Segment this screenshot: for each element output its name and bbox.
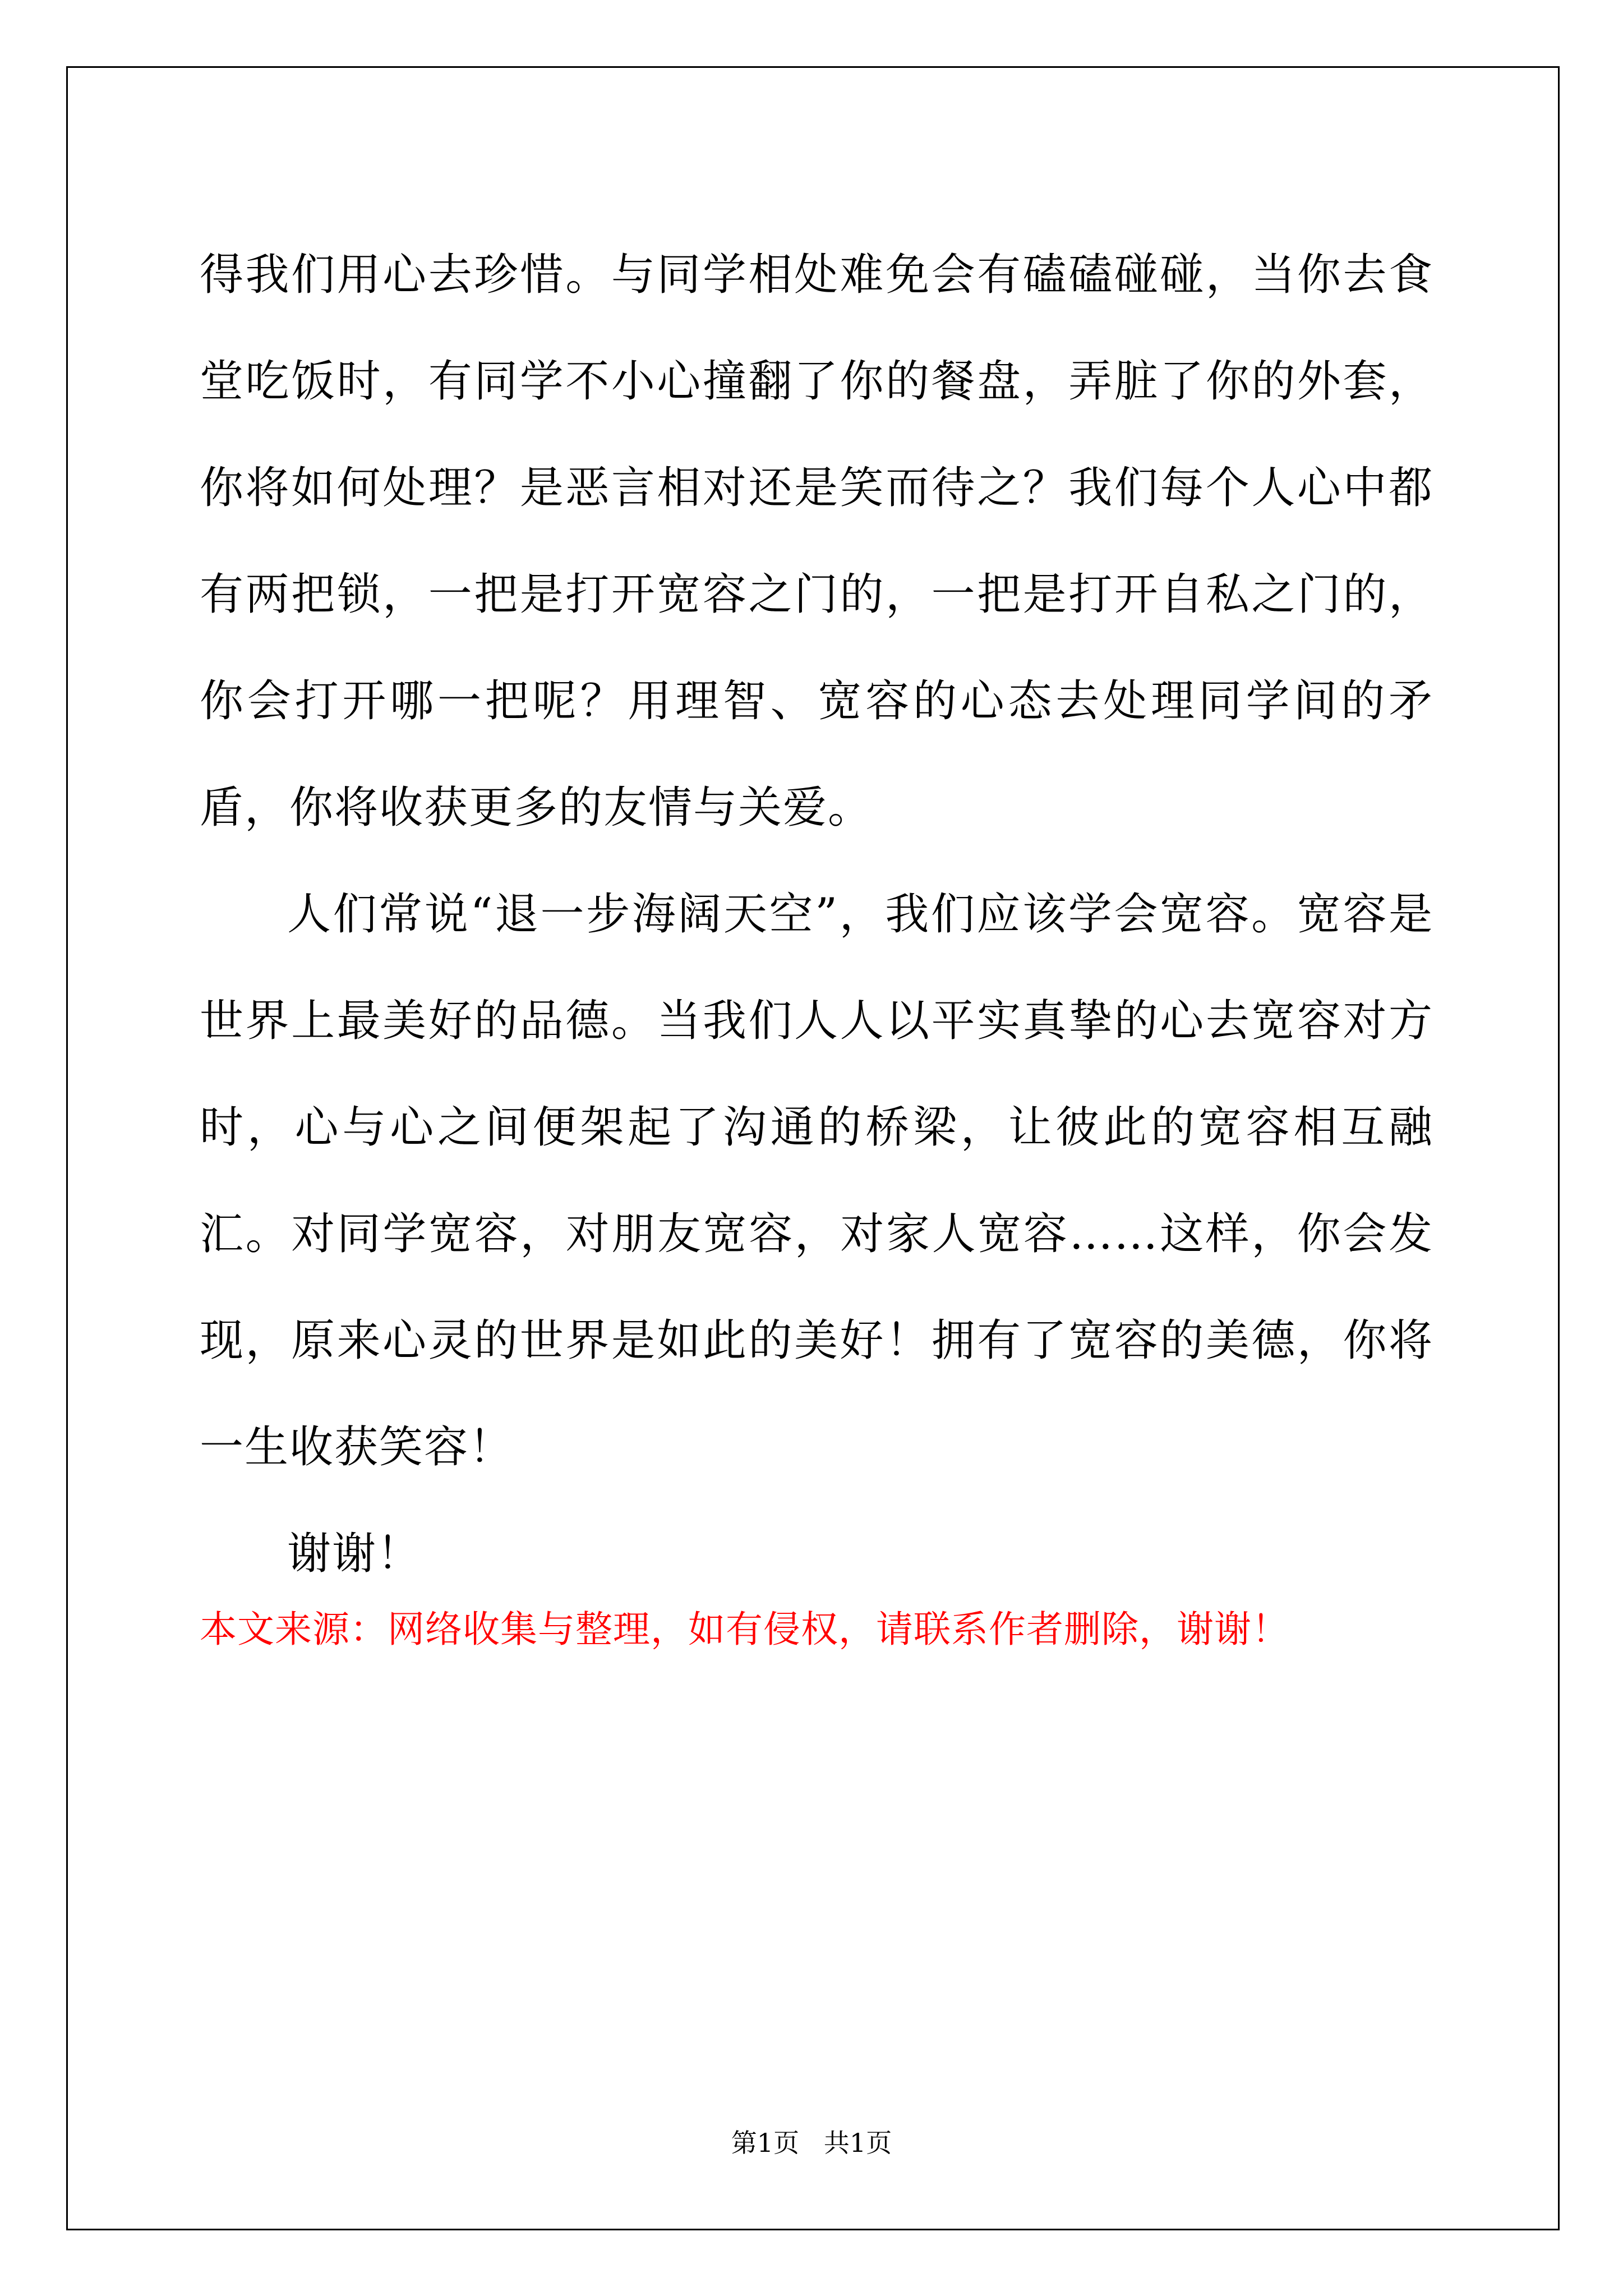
paragraph-2: 人们常说“退一步海阔天空”，我们应该学会宽容。宽容是世界上最美好的品德。当我们人人以平实真挚的心去宽容对方时，心与心之间便架起了沟通的桥梁，让彼此的宽容相互融汇。对同学宽容，对朋友宽容，对家人宽容……这样，你会发现，原来心灵的世界是如此的美好！拥有了宽容的美德，你将一生收获笑容！ <box>200 889 1433 1473</box>
source-note: 本文来源：网络收集与整理，如有侵权，请联系作者删除，谢谢！ <box>200 1608 1289 1651</box>
document-body <box>200 222 1433 1607</box>
paragraph-1: 得我们用心去珍惜。与同学相处难免会有磕磕碰碰，当你去食堂吃饭时，有同学不小心撞翻了你的餐盘，弄脏了你的外套，你将如何处理？是恶言相对还是笑而待之？我们每个人心中都有两把锁，一把是打开宽容之门的，一把是打开自私之门的，你会打开哪一把呢？用理智、宽容的心态去处理同学间的矛盾，你将收获更多的友情与关爱。 <box>200 250 1433 833</box>
page-footer: 第1页 共1页 <box>731 2128 892 2158</box>
paragraph-3: 谢谢！ <box>287 1529 422 1579</box>
